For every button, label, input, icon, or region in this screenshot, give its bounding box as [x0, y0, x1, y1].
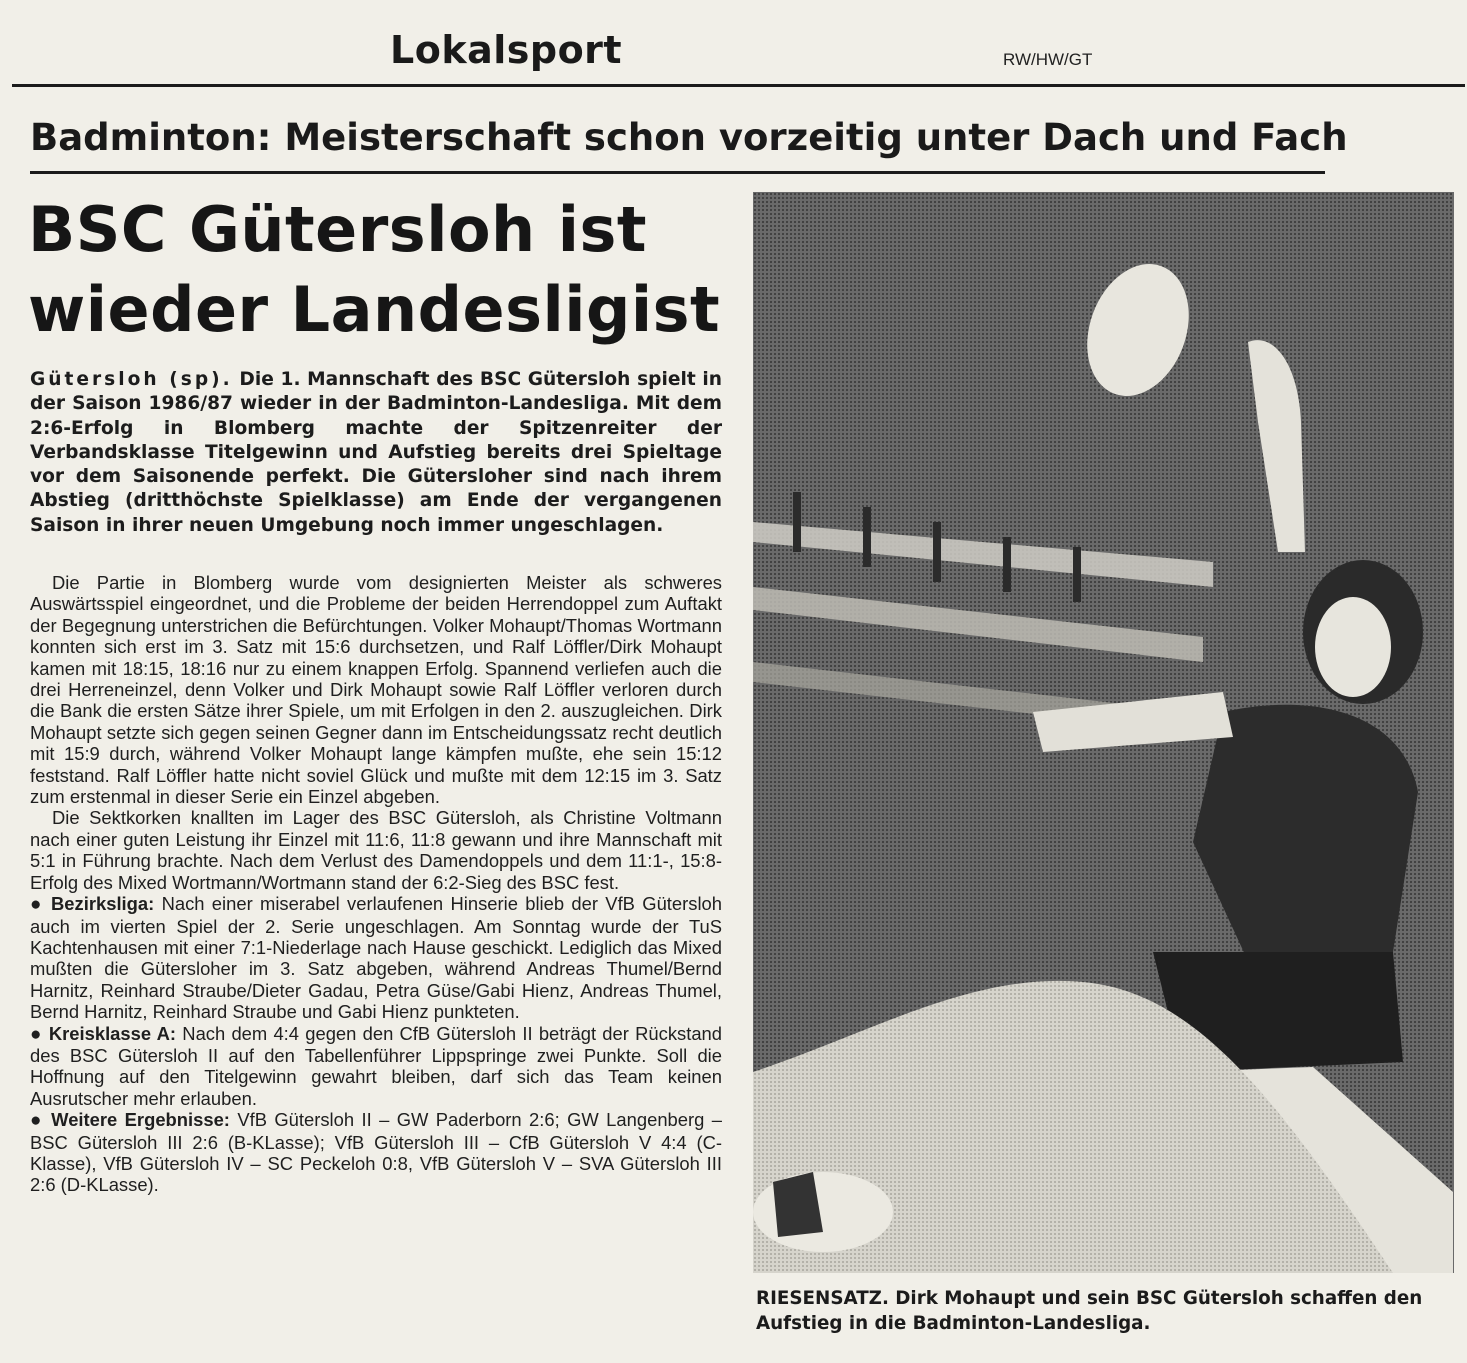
- results-item-kreisklasse: [30, 1023, 722, 1110]
- headline-line-2: wieder Landesligist: [28, 273, 721, 346]
- lead-text: Die 1. Mannschaft des BSC Gütersloh spielt in der Saison 1986/87 wieder in der Badminton-Landesliga. Mit dem 2:6-Erfolg in Blomberg machte der Spitzenreiter der Verbandsklasse Titelgewinn und Aufstieg bereits drei Spieltage vor dem Saisonende perfekt. Die Gütersloher sind nach ihrem Abstieg (dritthöchste Spielklasse) am Ende der vergangenen Saison in ihrer neuen Umgebung noch immer ungeschlagen.: [30, 369, 722, 536]
- article-body: [30, 572, 722, 1196]
- lead-dateline: Gütersloh (sp).: [30, 369, 233, 390]
- top-rule: [12, 84, 1465, 87]
- item-label: Weitere Ergebnisse:: [51, 1109, 230, 1131]
- body-paragraph-2: Die Sektkorken knallten im Lager des BSC Gütersloh, als Christine Voltmann nach einer guten Leistung ihr Einzel mit 11:6, 11:8 gewann und ihre Mannschaft mit 5:1 in Führung brachte. Nach dem Verlust des Damendoppels und dem 11:1-, 15:8-Erfolg des Mixed Wortmann/Wortmann stand der 6:2-Sieg des BSC fest.: [30, 807, 722, 893]
- item-text: Nach dem 4:4 gegen den CfB Gütersloh II beträgt der Rückstand des BSC Gütersloh II auf den Tabellenführer Lippspringe zwei Punkte. Soll die Hoffnung auf den Titelgewinn gewahrt bleiben, darf sich das Team keinen Ausrutscher mehr erlauben.: [30, 1022, 722, 1109]
- item-text: VfB Gütersloh II – GW Paderborn 2:6; GW Langenberg – BSC Gütersloh III 2:6 (B-KLasse); VfB Gütersloh III – CfB Gütersloh V 4:4 (C-Klasse), VfB Gütersloh IV – SC Peckeloh 0:8, VfB Gütersloh V – SVA Gütersloh III 2:6 (D-KLasse).: [30, 1109, 722, 1196]
- bullet-icon: ●: [30, 894, 44, 916]
- badminton-player-illustration: [753, 192, 1454, 1273]
- edition-code: RW/HW/GT: [1003, 50, 1093, 69]
- bullet-icon: ●: [30, 1110, 44, 1132]
- photo-caption: RIESENSATZ. Dirk Mohaupt und sein BSC Gütersloh schaffen den Aufstieg in die Badminton-Landesliga.: [756, 1288, 1423, 1334]
- article-kicker: Badminton: Meisterschaft schon vorzeitig unter Dach und Fach: [30, 116, 1348, 159]
- article-photo: [753, 192, 1454, 1273]
- results-item-weitere: [30, 1109, 722, 1196]
- article-lead: [30, 368, 722, 538]
- results-item-bezirksliga: [30, 893, 722, 1022]
- item-label: Kreisklasse A:: [48, 1022, 177, 1044]
- section-title: Lokalsport: [390, 28, 623, 72]
- item-label: Bezirksliga:: [51, 893, 155, 915]
- headline-line-1: BSC Gütersloh ist: [28, 193, 648, 266]
- kicker-rule: [30, 171, 1325, 174]
- item-text: Nach einer miserabel verlaufenen Hinserie blieb der VfB Gütersloh auch im vierten Spiel der 2. Serie ungeschlagen. Am Sonntag wurde der TuS Kachtenhausen mit einer 7:1-Niederlage nach Hause geschickt. Lediglich das Mixed mußten die Gütersloher im 3. Satz abgeben, während Andreas Thumel/Bernd Harnitz, Reinhard Straube/Dieter Gadau, Petra Güse/Gabi Hienz, Andreas Thumel, Bernd Harnitz, Reinhard Straube und Gabi Hienz punkteten.: [30, 893, 722, 1023]
- bullet-icon: ●: [30, 1023, 43, 1045]
- article-headline: [28, 190, 738, 350]
- body-paragraph-1: Die Partie in Blomberg wurde vom designierten Meister als schweres Auswärtsspiel eingeordnet, und die Probleme der beiden Herrendoppel zum Auftakt der Begegnung unterstrichen die Befürchtungen. Volker Mohaupt/Thomas Wortmann konnten sich erst im 3. Satz mit 15:6 durchsetzen, und Ralf Löffler/Dirk Mohaupt kamen mit 18:15, 18:16 nur zu einem knappen Erfolg. Spannend verliefen auch die drei Herreneinzel, denn Volker und Dirk Mohaupt sowie Ralf Löffler verloren durch die Bank die ersten Sätze ihrer Spiele, um mit Erfolgen in den 2. auszugleichen. Dirk Mohaupt setzte sich gegen seinen Gegner dann im Entscheidungssatz recht deutlich mit 15:9 durch, während Volker Mohaupt lange kämpfen mußte, ehe sein 15:12 feststand. Ralf Löffler hatte nicht soviel Glück und mußte mit dem 12:15 im 3. Satz zum erstenmal in dieser Serie ein Einzel abgeben.: [30, 572, 722, 808]
